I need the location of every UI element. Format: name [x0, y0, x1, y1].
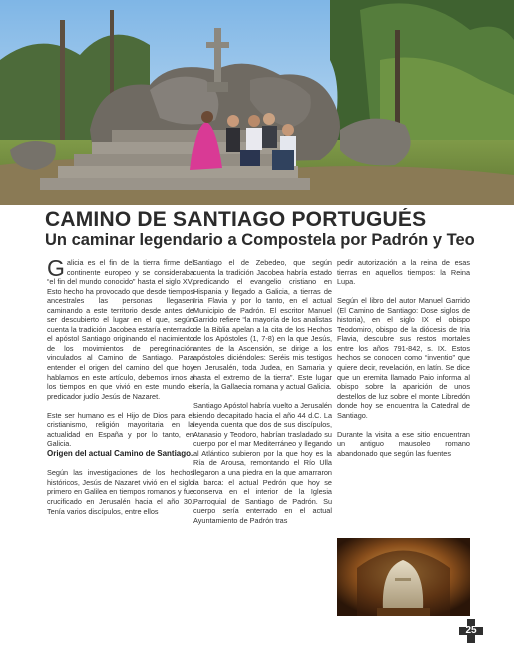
paragraph: Según las investigaciones de los hechos históricos, Jesús de Nazaret vivió en el siglo primero en Galilea en tiempos romanos y fue crucificado en Jerusalén hacia el año 30. Tenía varios discípulos, entre ellos — [47, 468, 194, 516]
hero-photo — [0, 0, 514, 205]
paragraph: Santiago Apóstol habría vuelto a Jerusalén siendo decapitado hacia el año 44 d.C. La leyenda cuenta que dos de sus discípulos, Atanasio y Teodoro, habrían trasladado su cuerpo por el mar Mediterráneo y llegando al Atlántico subieron por la que hoy es la Ría de Arousa, remontando el Río Ulla llegaron a una piedra en la que amarraron la barca: el actual Pedrón que hoy se conserva en el interior de la Iglesia Parroquial de Santiago de Padrón. Su cuerpo sería enterrado en el actual Ayuntamiento de Padrón tras — [193, 401, 332, 525]
article-subtitle: Un caminar legendario a Compostela por Padrón y Teo — [45, 231, 475, 249]
paragraph — [47, 258, 194, 401]
paragraph: pedir autorización a la reina de esas tierras en aquellos tiempos: la Reina Lupa. — [337, 258, 470, 287]
section-heading: Origen del actual Camino de Santiago. — [47, 448, 194, 458]
drop-cap: G — [47, 258, 65, 281]
page-number: 25 — [465, 625, 477, 636]
paragraph: Según el libro del autor Manuel Garrido (El Camino de Santiago: Dose siglos de historia), en el siglo IX el obispo Teodomiro, obispo de la diócesis de Iria Flavia, descubre sus restos mortales entre los años 791-842, s. IX. Estos hechos se conocen como “inventio” que quiere decir, revelación, en latín. Se dice que un eremita llamado Paio informa al obispo sobre la aparición de unos destellos de luz sobre el monte Libredón donde hoy se encuentra la Catedral de Santiago. — [337, 296, 470, 420]
paragraph-text: alicia es el fin de la tierra firme del continente europeo y se consideraba “el fin del mundo conocido” hasta el siglo XV. Esto hecho ha provocado que desde tiempos ancestrales las personas llegasen caminando a este territorio desde antes de ser descubierto el lugar en el que, según cuenta la tradición Jacobea estaría enterrado el apóstol Santiago originando el nacimiento de los movimientos de peregrinación vinculados al Camino de Santiago. Para entender el origen del camino del que hoy hablamos en este artículo, debemos irnos a los tiempos en que vivió en este mundo el predicador judío Jesús de Nazaret. — [47, 258, 194, 401]
paragraph: Este ser humano es el Hijo de Dios para el cristianismo, religión mayoritaria en la actualidad en España y por lo tanto, en Galicia. — [47, 410, 194, 449]
text-column-1 — [47, 258, 194, 618]
mausoleum-photo — [337, 538, 470, 616]
paragraph: Santiago el de Zebedeo, que según cuenta la tradición Jacobea habría estado predicando el evangelio cristiano en Hispania y llegado a Galicia, a tierras de Iria Flavia y por lo tanto, en el actual Municipio de Padrón. El escritor Manuel Garrido refiere “la mayoría de los analistas de la Biblia apelan a la cita de los Hechos de los Apóstoles (1, 7-8) en la que Jesús, antes de la Ascensión, se dirige a los apóstoles diciéndoles: Seréis mis testigos en Jerusalén, toda Judea, en Samaria y hasta el extremo de la tierra”. Este lugar sería, la Gallaecia romana y actual Galicia. — [193, 258, 332, 392]
article-title: CAMINO DE SANTIAGO PORTUGUÉS — [45, 208, 427, 231]
paragraph: Durante la visita a ese sitio encuentran un antiguo mausoleo romano abandonado que según las fuentes — [337, 429, 470, 458]
text-column-2 — [193, 258, 332, 618]
